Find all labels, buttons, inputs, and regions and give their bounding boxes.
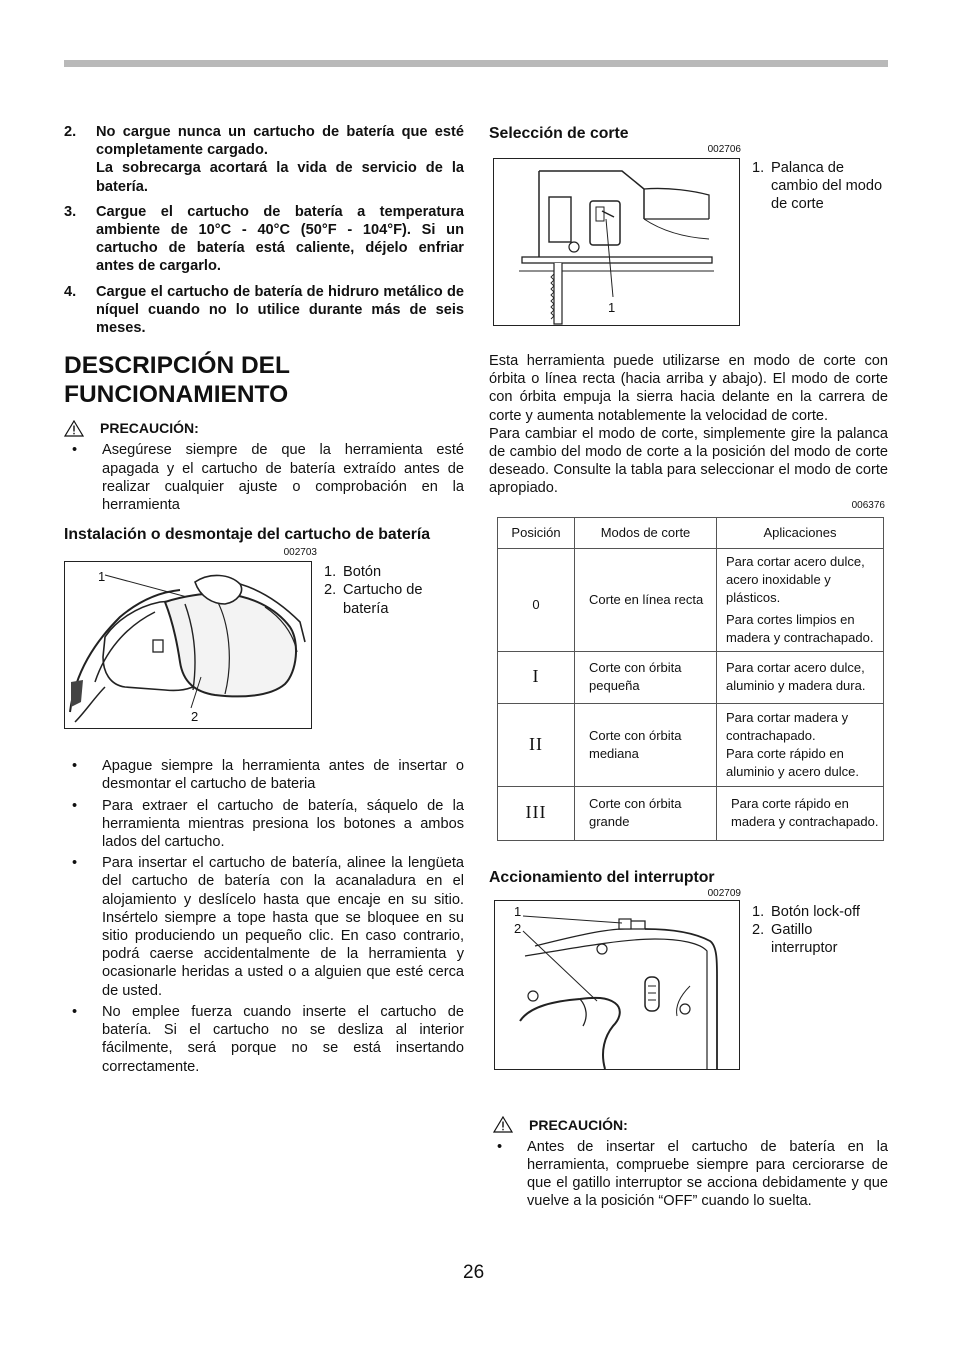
item-text-2: La sobrecarga acortará la vida de servicio de la batería. <box>96 160 464 195</box>
figure-callout-2: 2 <box>191 709 199 725</box>
table-header-row <box>498 517 884 548</box>
legend-text: Botón <box>343 564 382 581</box>
charging-list <box>64 123 464 337</box>
battery-illustration <box>65 562 311 728</box>
switch-legend <box>740 903 888 958</box>
cut-legend <box>740 159 888 214</box>
list-item <box>64 283 464 338</box>
item-text: No cargue nunca un cartucho de batería que esté completamente cargado. <box>96 124 464 159</box>
application-text: Para cortar madera y contrachapado. <box>726 709 849 743</box>
caution-label: PRECAUCIÓN: <box>529 1116 628 1133</box>
install-figure-row <box>64 561 464 729</box>
battery-figure <box>64 561 312 729</box>
list-item <box>64 123 464 196</box>
legend-text: Botón lock-off <box>771 903 860 920</box>
table-row <box>498 548 884 651</box>
item-number: 3. <box>64 203 77 220</box>
application-text: Para cortar acero dulce, aluminio y madera dura. <box>726 660 866 694</box>
caution-heading <box>64 419 464 437</box>
item-number: 4. <box>64 283 77 300</box>
application-text: Para corte rápido en aluminio y acero dulce. <box>726 745 859 779</box>
figure-callout-1: 1 <box>98 569 106 585</box>
legend-item <box>324 563 438 581</box>
switch-figure <box>494 900 740 1070</box>
item-text: Cargue el cartucho de batería a temperatura ambiente de 10°C - 40°C (50°F - 104°F). Si un cartucho de batería está caliente, déjelo enfriar antes de cargarlo. <box>96 203 464 275</box>
column-header: Posición <box>498 517 575 548</box>
caution-bullets <box>64 441 464 514</box>
position-cell: 0 <box>498 548 575 651</box>
item-text: Cargue el cartucho de batería de hidruro metálico de níquel cuando no lo utilice durante más de seis meses. <box>96 283 464 337</box>
cut-paragraph: Para cambiar el modo de corte, simplemente gire la palanca de cambio del modo de corte a la posición del modo de corte deseado. Consulte la tabla para seleccionar el modo de corte apropiado. <box>489 425 888 497</box>
switch-heading: Accionamiento del interruptor <box>489 868 715 886</box>
application-cell <box>717 786 884 840</box>
legend-text: Gatillo interruptor <box>771 921 838 957</box>
application-cell <box>717 703 884 786</box>
section-title <box>64 351 464 409</box>
table-row <box>498 703 884 786</box>
figure-callout-1: 1 <box>608 300 616 315</box>
figure-code: 002706 <box>707 144 741 155</box>
table-code: 006376 <box>851 499 885 511</box>
list-item: • Apague siempre la herramienta antes de insertar o desmontar el cartucho de bateria <box>64 757 464 793</box>
legend-number: 1. <box>324 564 337 581</box>
caution-heading <box>489 1116 888 1134</box>
mode-cell: Corte en línea recta <box>575 548 717 651</box>
list-item: • No emplee fuerza cuando inserte el cartucho de batería. Si el cartucho no se desliza al interior fácilmente, será porque no se está insertando correctamente. <box>64 1003 464 1076</box>
section-title-line-2: FUNCIONAMIENTO <box>64 381 289 409</box>
caution-bullets <box>489 1138 888 1211</box>
switch-figure-row <box>489 900 888 1070</box>
install-heading: Instalación o desmontaje del cartucho de batería <box>64 526 431 544</box>
caution-label: PRECAUCIÓN: <box>100 420 199 437</box>
application-text: Para cortar acero dulce, acero inoxidable y plásticos. <box>726 553 865 605</box>
application-text: Para corte rápido en madera y contrachapado. <box>731 796 879 830</box>
table-row <box>498 651 884 703</box>
position-symbol: I <box>532 666 540 687</box>
column-header: Aplicaciones <box>717 517 884 548</box>
legend-text: Palanca de cambio del modo de corte <box>771 160 883 213</box>
list-item <box>64 203 464 276</box>
application-cell <box>717 548 884 651</box>
figure-code: 002703 <box>283 547 317 559</box>
switch-illustration <box>495 901 739 1069</box>
mode-cell: Corte con órbita grande <box>575 786 717 840</box>
cut-paragraph: Esta herramienta puede utilizarse en modo de corte con órbita o línea recta (hacia arriba y abajo). El modo de corte con órbita empuja la sierra hacia delante en la carrera de corte y aumenta notablemente la velocidad de corte. <box>489 353 888 424</box>
legend-item <box>752 921 871 957</box>
install-legend <box>312 563 438 618</box>
legend-text: Cartucho de batería <box>343 582 423 617</box>
list-item: • Antes de insertar el cartucho de batería en la herramienta, compruebe siempre para cerciorarse de que el gatillo interruptor se acciona debidamente y que vuelve a la posición “OFF” cuando lo suelta. <box>489 1138 888 1211</box>
legend-item <box>752 903 888 921</box>
page-number: 26 <box>463 1262 485 1283</box>
application-cell <box>717 651 884 703</box>
list-item: • Para extraer el cartucho de batería, sáquelo de la herramienta mientras presiona los botones a ambos lados del cartucho. <box>64 797 464 852</box>
cut-modes-table <box>497 517 884 841</box>
legend-number: 2. <box>324 582 337 599</box>
position-symbol: II <box>529 733 543 754</box>
figure-code: 002709 <box>707 887 741 899</box>
legend-number: 2. <box>752 921 765 938</box>
position-cell <box>498 786 575 840</box>
legend-item <box>752 159 888 214</box>
list-item: • Asegúrese siempre de que la herramienta esté apagada y el cartucho de batería extraído antes de realizar cualquier ajuste o comprobación en la herramienta <box>64 441 464 514</box>
legend-number: 1. <box>752 903 765 920</box>
cut-heading: Selección de corte <box>489 125 629 142</box>
column-header: Modos de corte <box>575 517 717 548</box>
figure-callout-1: 1 <box>514 903 522 919</box>
position-cell <box>498 703 575 786</box>
application-text: Para cortes limpios en madera y contrachapado. <box>726 611 874 645</box>
cut-mode-figure <box>493 158 740 326</box>
legend-number: 1. <box>752 160 765 176</box>
position-cell <box>498 651 575 703</box>
section-title-line-1: DESCRIPCIÓN DEL <box>64 352 290 380</box>
warning-icon <box>493 1116 513 1133</box>
header-rule <box>64 60 888 67</box>
left-column <box>64 123 464 1079</box>
position-symbol: III <box>525 802 547 823</box>
install-bullets <box>64 757 464 1075</box>
cut-figure-row <box>489 158 888 326</box>
item-number: 2. <box>64 124 77 140</box>
list-item: • Para insertar el cartucho de batería, alinee la lengüeta del cartucho de batería con la acanaladura en el alojamiento y deslícelo hasta que encaje en su sitio. Insértelo siempre a tope hasta que se bloquee en su sitio produciendo un pequeño clic. En caso contrario, podrá caerse accidentalmente de la herramienta y ocasionarle heridas a usted o a alguien que esté cerca de usted. <box>64 854 464 1000</box>
mode-cell: Corte con órbita mediana <box>575 703 717 786</box>
legend-item <box>324 581 438 617</box>
warning-icon <box>64 420 84 437</box>
mode-cell: Corte con órbita pequeña <box>575 651 717 703</box>
jigsaw-illustration <box>494 159 739 325</box>
table-row <box>498 786 884 840</box>
right-column <box>489 123 888 1214</box>
figure-callout-2: 2 <box>514 920 522 936</box>
